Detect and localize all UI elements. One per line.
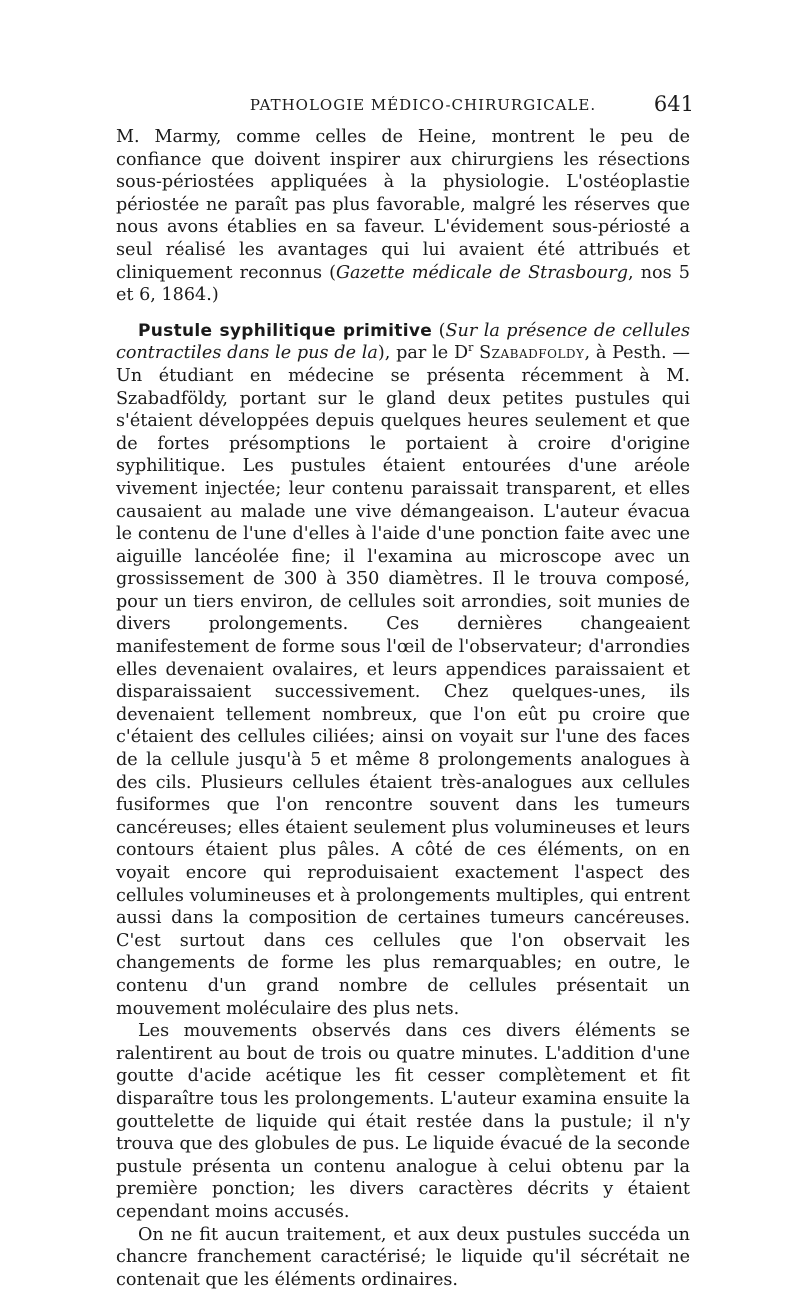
citation-issue: , nos 5 et 6, 1864.) bbox=[116, 263, 690, 306]
article-first-paragraph bbox=[116, 320, 690, 1020]
continued-paragraph bbox=[116, 126, 690, 307]
journal-citation: Gazette médicale de Strasbourg bbox=[336, 263, 628, 283]
subtitle-close: ), par le bbox=[378, 343, 454, 363]
article-subtitle: Sur la présence de cellules contractiles dans le pus de la bbox=[116, 321, 690, 364]
article-third-paragraph: On ne fit aucun traitement, et aux deux pustules succéda un chancre franchement caractérisé; le liquide qu'il sécrétait ne contenait que les éléments ordinaires. bbox=[116, 1224, 690, 1291]
page-number: 641 bbox=[654, 92, 694, 116]
author-location: , à Pesth. — bbox=[584, 343, 690, 363]
running-title: PATHOLOGIE MÉDICO-CHIRURGICALE. bbox=[250, 96, 596, 114]
running-header bbox=[116, 96, 690, 126]
author-title: D bbox=[454, 343, 468, 363]
author-title-superscript: r bbox=[468, 341, 473, 354]
article-title: Pustule syphilitique primitive bbox=[138, 321, 432, 341]
book-page bbox=[116, 96, 690, 1291]
continued-text: M. Marmy, comme celles de Heine, montrent le peu de confiance que doivent inspirer aux chirurgiens les résections sous-périostées appliquées à la physiologie. L'ostéoplastie périostée ne paraît pas plus favorable, malgré les réserves que nous avons établies en sa faveur. L'évidement sous-périosté a seul réalisé les avantages qui lui avaient été attribués et cliniquement reconnus ( bbox=[116, 127, 690, 283]
article-body-first: Un étudiant en médecine se présenta récemment à M. Szabadföldy, portant sur le gland deux petites pustules qui s'étaient développées depuis quelques heures seulement et que de fortes présomptions le portaient à croire d'origine syphilitique. Les pustules étaient entourées d'une aréole vivement injectée; leur contenu paraissait transparent, et elles causaient au malade une vive démangeaison. L'auteur évacua le contenu de l'une d'elles à l'aide d'une ponction faite avec une aiguille lancéolée fine; il l'examina au microscope avec un grossissement de 300 à 350 diamètres. Il le trouva composé, pour un tiers environ, de cellules soit arrondies, soit munies de divers prolongements. Ces dernières changeaient manifestement de forme sous l'œil de l'observateur; d'arrondies elles devenaient ovalaires, et leurs appendices paraissaient et disparaissaient successivement. Chez quelques-unes, ils devenaient tellement nombreux, que l'on eût pu croire que c'étaient des cellules ciliées; ainsi on voyait sur l'une des faces de la cellule jusqu'à 5 et même 8 prolongements analogues à des cils. Plusieurs cellules étaient très-analogues aux cellules fusiformes que l'on rencontre souvent dans les tumeurs cancéreuses; elles étaient seulement plus volumineuses et leurs contours étaient plus pâles. A côté de ces éléments, on en voyait encore qui reproduisaient exactement l'aspect des cellules volumineuses et à prolongements multiples, qui entrent aussi dans la composition de certaines tumeurs cancéreuses. C'est surtout dans ces cellules que l'on observait les changements de forme les plus remarquables; en outre, le contenu d'un grand nombre de cellules présentait un mouvement moléculaire des plus nets. bbox=[116, 366, 690, 1019]
article-second-paragraph: Les mouvements observés dans ces divers éléments se ralentirent au bout de trois ou quatre minutes. L'addition d'une goutte d'acide acétique les fit cesser complètement et fit disparaître tous les prolongements. L'auteur examina ensuite la gouttelette de liquide qui était restée dans la pustule; il n'y trouva que des globules de pus. Le liquide évacué de la seconde pustule présenta un contenu analogue à celui obtenu par la première ponction; les divers caractères décrits y étaient cependant moins accusés. bbox=[116, 1020, 690, 1223]
author-name: Szabadfoldy bbox=[479, 343, 584, 363]
subtitle-open: ( bbox=[439, 321, 446, 341]
